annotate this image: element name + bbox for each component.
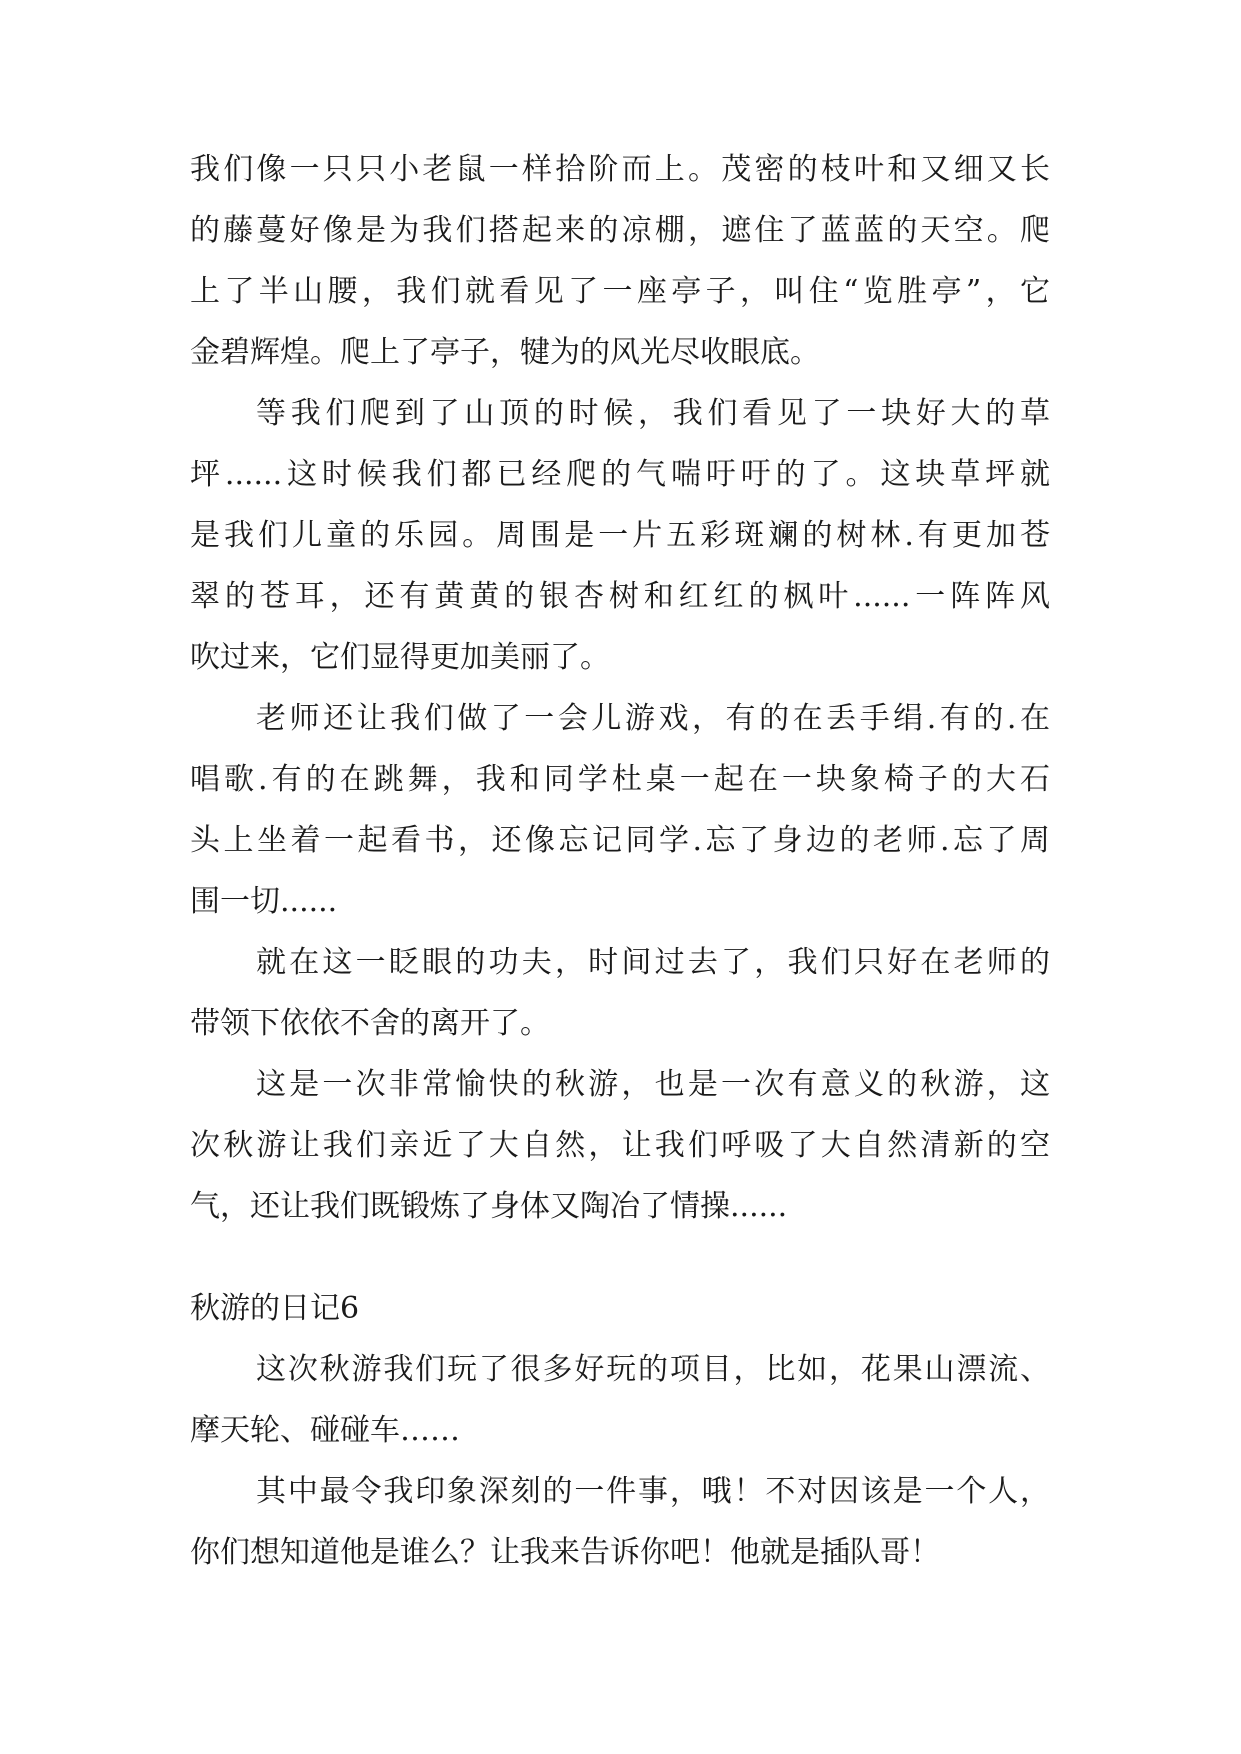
text-line: 摩天轮、碰碰车…… <box>190 1413 460 1448</box>
text-line: 带领下依依不舍的离开了。 <box>190 1006 550 1041</box>
text-line: 气，还让我们既锻炼了身体又陶冶了情操...... <box>190 1189 788 1224</box>
text-line: 翠的苍耳，还有黄黄的银杏树和红红的枫叶......一阵阵风 <box>190 579 1050 614</box>
text-line: 次秋游让我们亲近了大自然，让我们呼吸了大自然清新的空 <box>190 1128 1050 1163</box>
text-line: 是我们儿童的乐园。周围是一片五彩斑斓的树林.有更加苍 <box>190 518 1050 553</box>
section-heading: 秋游的日记6 <box>190 1291 360 1326</box>
text-line: 我们像一只只小老鼠一样拾阶而上。茂密的枝叶和又细又长 <box>190 152 1050 187</box>
text-line: 的藤蔓好像是为我们搭起来的凉棚，遮住了蓝蓝的天空。爬 <box>190 213 1050 248</box>
text-line: 你们想知道他是谁么？让我来告诉你吧！他就是插队哥！ <box>190 1535 940 1570</box>
text-line: 唱歌.有的在跳舞，我和同学杜桌一起在一块象椅子的大石 <box>190 762 1050 797</box>
text-line: 其中最令我印象深刻的一件事，哦！不对因该是一个人， <box>256 1474 1050 1509</box>
text-line: 这是一次非常愉快的秋游，也是一次有意义的秋游，这 <box>256 1067 1050 1102</box>
text-line: 等我们爬到了山顶的时候，我们看见了一块好大的草 <box>256 396 1050 431</box>
text-line: 上了半山腰，我们就看见了一座亭子，叫住“览胜亭”，它 <box>190 274 1050 309</box>
text-line: 坪......这时候我们都已经爬的气喘吁吁的了。这块草坪就 <box>190 457 1050 492</box>
text-line: 就在这一眨眼的功夫，时间过去了，我们只好在老师的 <box>256 945 1050 980</box>
text-line: 头上坐着一起看书，还像忘记同学.忘了身边的老师.忘了周 <box>190 823 1050 858</box>
text-line: 围一切...... <box>190 884 338 919</box>
text-line: 金碧辉煌。爬上了亭子，犍为的风光尽收眼底。 <box>190 335 820 370</box>
text-line: 老师还让我们做了一会儿游戏，有的在丢手绢.有的.在 <box>256 701 1050 736</box>
text-line: 这次秋游我们玩了很多好玩的项目，比如，花果山漂流、 <box>256 1352 1050 1387</box>
text-line: 吹过来，它们显得更加美丽了。 <box>190 640 610 675</box>
